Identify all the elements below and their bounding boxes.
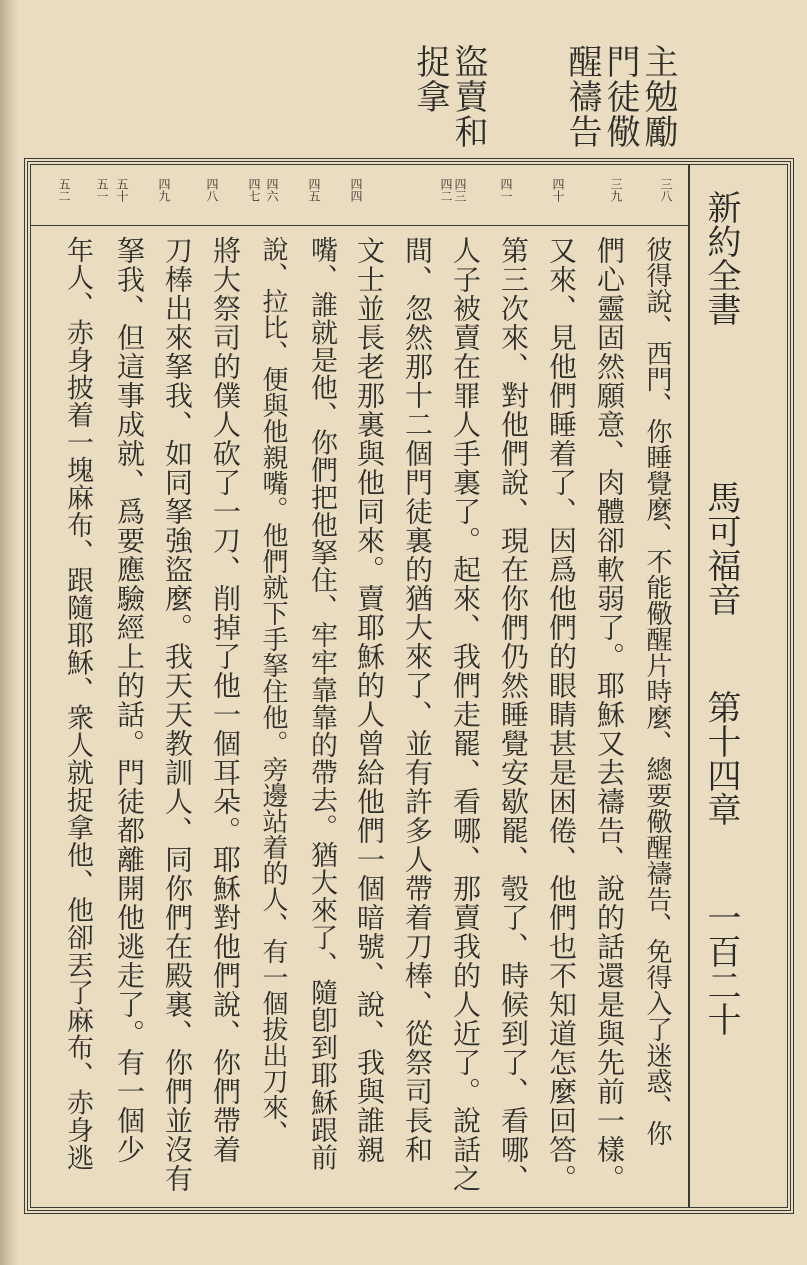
text-column-13: 年人、赤身披着一塊麻布、跟隨耶穌、衆人就捉拿他、他卻丟了麻布、赤身逃 [62, 236, 93, 1171]
verse-number: 五一 [95, 178, 109, 202]
text-column-10: 將大祭司的僕人砍了一刀、削掉了他一個耳朵。耶穌對他們說、你們帶着 [209, 236, 242, 1164]
head-note-2: 門徒儆 [600, 44, 640, 149]
verse-number: 四四 [349, 178, 363, 202]
verse-number: 四二 [439, 178, 453, 202]
verse-number: 四三 [453, 178, 467, 202]
text-column-7: 文士並長老那裏與他同來。賣耶穌的人曾給他們一個暗號、說、我與誰親 [353, 236, 386, 1164]
text-column-11: 刀棒出來拏我、如同拏強盜麼。我天天教訓人、同你們在殿裏、你們並沒有 [161, 236, 194, 1193]
verse-number: 四七 [247, 178, 261, 202]
verse-number-strip-line [30, 225, 688, 226]
running-gospel-title: 馬可福音 [701, 480, 741, 616]
verse-number: 四六 [265, 178, 279, 202]
verse-number: 四一 [499, 178, 513, 202]
page-binding-edge [0, 0, 18, 1265]
text-column-2: 們心靈固然願意、肉體卻軟弱了。耶穌又去禱告、說的話還是與先前一樣。 [593, 236, 626, 1193]
running-head-divider [688, 164, 690, 1208]
text-column-6: 間、忽然那十二個門徒裏的猶大來了、並有許多人帶着刀棒、從祭司長和 [401, 236, 434, 1164]
text-column-8: 嘴、誰就是他、你們把他拏住、牢牢靠靠的帶去。猶大來了、隨卽到耶穌跟前 [306, 236, 337, 1171]
verse-number: 五十 [115, 178, 129, 202]
head-note-4: 盜賣和 [448, 44, 488, 149]
text-column-4: 第三次來、對他們說、現在你們仍然睡覺安歇罷、彀了、時候到了、看哪、 [497, 236, 530, 1193]
text-column-3: 又來、見他們睡着了、因爲他們的眼睛甚是困倦、他們也不知道怎麼回答。 [545, 236, 578, 1193]
text-column-5: 人子被賣在罪人手裏了。起來、我們走罷、看哪、那賣我的人近了。說話之 [449, 236, 482, 1193]
verse-number: 五二 [57, 178, 71, 202]
head-note-1: 主勉勵 [638, 44, 678, 149]
text-column-9: 說、拉比、便與他親嘴。他們就下手拏住他。旁邊站着的人、有一個拔出刀來、 [258, 236, 288, 1146]
page-number: 一百二十 [701, 900, 741, 1036]
verse-number: 三八 [659, 178, 673, 202]
text-column-12: 拏我、但這事成就、爲要應驗經上的話。門徒都離開他逃走了。有一個少 [113, 236, 146, 1164]
verse-number: 四五 [307, 178, 321, 202]
head-note-5: 捉拿 [410, 44, 450, 114]
verse-number: 三九 [609, 178, 623, 202]
running-chapter: 第十四章 [701, 690, 741, 826]
text-column-1: 彼得說、西門、你睡覺麼、不能儆醒片時麼、總要儆醒禱告、免得入了迷惑、你 [642, 236, 672, 1146]
verse-number: 四九 [157, 178, 171, 202]
verse-number: 四十 [551, 178, 565, 202]
head-note-3: 醒禱告 [562, 44, 602, 149]
verse-number: 四八 [205, 178, 219, 202]
running-book-title: 新約全書 [701, 190, 741, 326]
